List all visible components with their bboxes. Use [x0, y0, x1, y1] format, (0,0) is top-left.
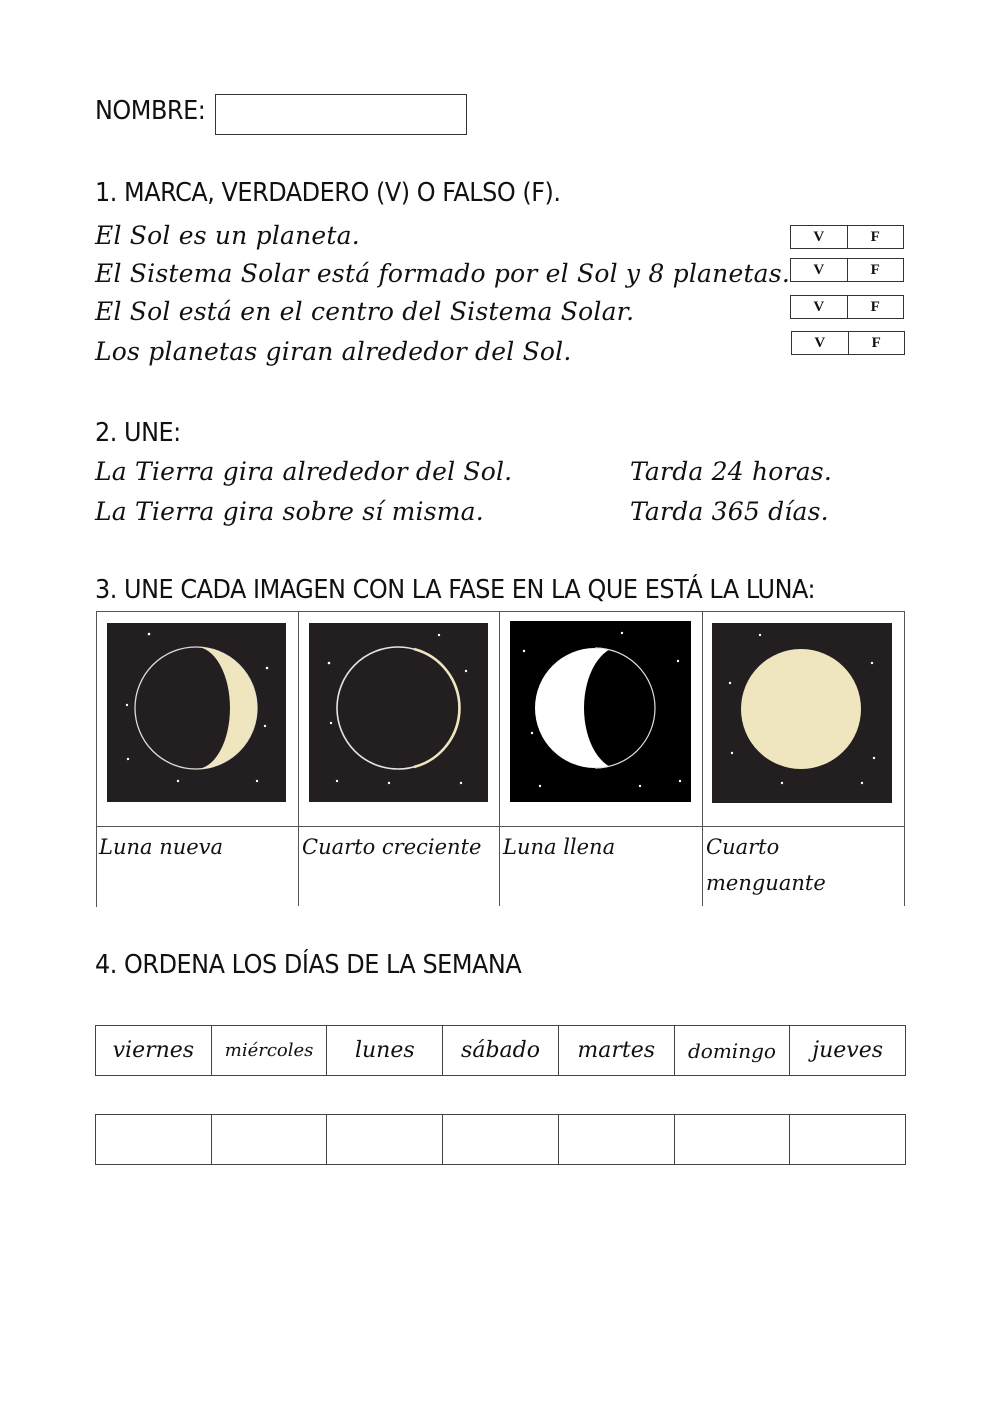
answer-cell[interactable] — [789, 1115, 905, 1164]
section2-title: 2. UNE: — [95, 418, 181, 448]
section4-title: 4. ORDENA LOS DÍAS DE LA SEMANA — [95, 950, 522, 980]
moon-full-image — [712, 623, 892, 803]
days-answer-row — [95, 1114, 906, 1165]
phase-label-full-moon: Luna llena — [503, 835, 616, 859]
statement-1: El Sol es un planeta. — [95, 221, 360, 250]
section3-title: 3. UNE CADA IMAGEN CON LA FASE EN LA QUE ESTÁ LA LUNA: — [95, 575, 816, 605]
moon-new-image — [309, 623, 488, 802]
day-cell[interactable]: sábado — [442, 1026, 558, 1075]
match-right-2: Tarda 365 días. — [630, 497, 829, 526]
statement-2: El Sistema Solar está formado por el Sol y 8 planetas. — [95, 259, 790, 288]
false-option[interactable]: F — [847, 226, 904, 248]
section1-title: 1. MARCA, VERDADERO (V) O FALSO (F). — [95, 178, 561, 208]
answer-cell[interactable] — [674, 1115, 790, 1164]
moon-crescent-image — [107, 623, 286, 802]
phase-label-new-moon: Luna nueva — [99, 835, 224, 859]
vf-box-1 — [790, 225, 904, 249]
match-left-1: La Tierra gira alrededor del Sol. — [95, 457, 513, 486]
name-input[interactable] — [215, 94, 467, 135]
phase-label-first-quarter: Cuarto creciente — [302, 835, 482, 859]
match-right-1: Tarda 24 horas. — [630, 457, 832, 486]
moon-table-divider — [96, 826, 904, 827]
phase-label-last-quarter-line2: menguante — [706, 871, 826, 895]
answer-cell[interactable] — [442, 1115, 558, 1164]
false-option[interactable]: F — [848, 332, 905, 354]
answer-cell[interactable] — [558, 1115, 674, 1164]
day-cell[interactable]: domingo — [674, 1026, 790, 1075]
moon-waning-image — [510, 621, 691, 802]
day-cell[interactable]: jueves — [789, 1026, 905, 1075]
true-option[interactable]: V — [813, 228, 825, 245]
true-option[interactable]: V — [813, 298, 825, 315]
days-scrambled-row — [95, 1025, 906, 1076]
vf-box-3 — [790, 295, 904, 319]
day-cell[interactable]: martes — [558, 1026, 674, 1075]
day-cell[interactable]: viernes — [112, 1038, 195, 1063]
name-label: NOMBRE: — [95, 96, 206, 126]
day-cell[interactable]: lunes — [326, 1026, 442, 1075]
false-option[interactable]: F — [847, 259, 904, 281]
answer-cell[interactable] — [211, 1115, 327, 1164]
match-left-2: La Tierra gira sobre sí misma. — [95, 497, 484, 526]
night-sky — [107, 623, 286, 802]
day-cell[interactable]: miércoles — [211, 1026, 327, 1075]
true-option[interactable]: V — [814, 334, 826, 351]
statement-3: El Sol está en el centro del Sistema Solar. — [95, 297, 635, 326]
vf-box-2 — [790, 258, 904, 282]
phase-label-last-quarter: Cuarto — [706, 835, 780, 859]
answer-cell[interactable] — [96, 1115, 211, 1164]
answer-cell[interactable] — [326, 1115, 442, 1164]
false-option[interactable]: F — [847, 296, 904, 318]
true-option[interactable]: V — [813, 261, 825, 278]
statement-4: Los planetas giran alrededor del Sol. — [95, 337, 572, 366]
vf-box-4 — [791, 331, 905, 355]
